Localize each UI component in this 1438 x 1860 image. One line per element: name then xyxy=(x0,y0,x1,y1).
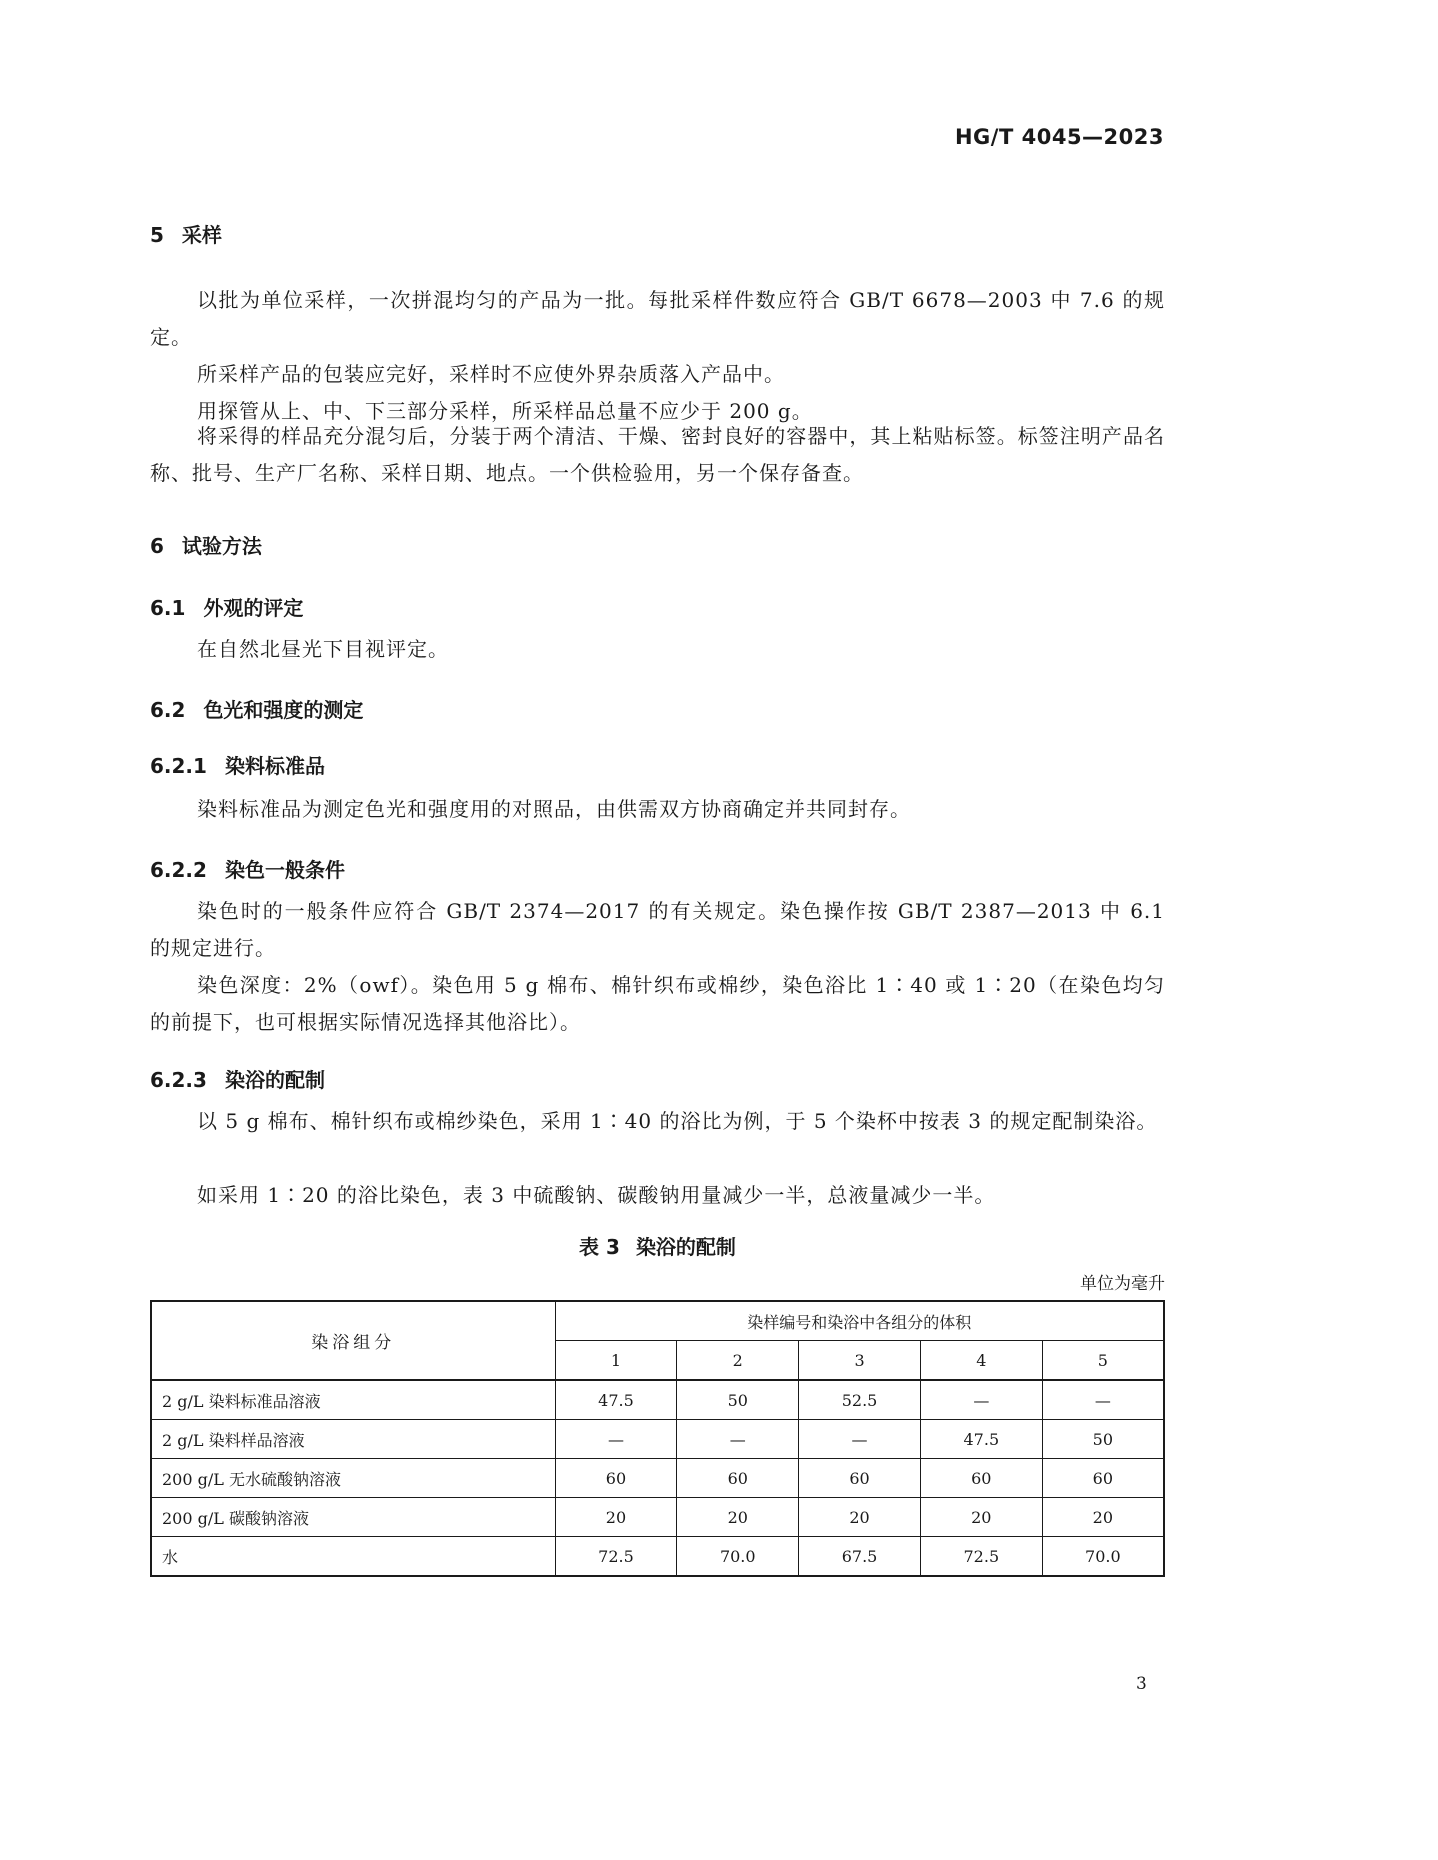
table-cell: — xyxy=(677,1420,799,1459)
sample-number: 1 xyxy=(555,1341,677,1381)
table-cell: — xyxy=(920,1380,1042,1420)
table-cell: 60 xyxy=(1042,1459,1164,1498)
section-heading-6-2-3 xyxy=(150,1064,325,1093)
table-cell: 60 xyxy=(799,1459,921,1498)
section-title: 染色一般条件 xyxy=(224,858,345,882)
table-caption xyxy=(150,1231,1165,1260)
component-name: 2 g/L 染料标准品溶液 xyxy=(151,1380,555,1420)
component-header: 染浴组分 xyxy=(151,1301,555,1380)
section-heading-6-1 xyxy=(150,592,303,621)
table-row xyxy=(151,1537,1164,1577)
table-row xyxy=(151,1380,1164,1420)
table-cell: 47.5 xyxy=(920,1420,1042,1459)
section-number: 6.2.2 xyxy=(150,858,207,882)
section-heading-6 xyxy=(150,530,262,559)
table-cell: — xyxy=(1042,1380,1164,1420)
section-heading-6-2 xyxy=(150,694,363,723)
table-cell: 60 xyxy=(920,1459,1042,1498)
table-cell: 20 xyxy=(799,1498,921,1537)
section-title: 试验方法 xyxy=(181,534,262,558)
group-header: 染样编号和染浴中各组分的体积 xyxy=(555,1301,1164,1341)
table-cell: 20 xyxy=(920,1498,1042,1537)
component-name: 200 g/L 碳酸钠溶液 xyxy=(151,1498,555,1537)
section-number: 6.2.1 xyxy=(150,754,207,778)
table-cell: 70.0 xyxy=(1042,1537,1164,1577)
table-cell: — xyxy=(555,1420,677,1459)
table-cell: 60 xyxy=(677,1459,799,1498)
table-cell: 20 xyxy=(677,1498,799,1537)
section-number: 6.2.3 xyxy=(150,1068,207,1092)
table-cell: 60 xyxy=(555,1459,677,1498)
paragraph: 用探管从上、中、下三部分采样，所采样品总量不应少于 200 g。 xyxy=(197,399,813,423)
table-row xyxy=(151,1420,1164,1459)
table-number: 表 3 xyxy=(579,1235,620,1259)
table-cell: — xyxy=(799,1420,921,1459)
section-heading-5 xyxy=(150,219,222,248)
paragraph: 如采用 1∶20 的浴比染色，表 3 中硫酸钠、碳酸钠用量减少一半，总液量减少一半。 xyxy=(197,1183,996,1207)
sample-number: 2 xyxy=(677,1341,799,1381)
paragraph: 以批为单位采样，一次拼混均匀的产品为一批。每批采样件数应符合 GB/T 6678—2003 中 7.6 的规定。 xyxy=(150,288,1165,349)
table-cell: 70.0 xyxy=(677,1537,799,1577)
component-name: 水 xyxy=(151,1537,555,1577)
section-heading-6-2-2 xyxy=(150,854,345,883)
table-cell: 20 xyxy=(555,1498,677,1537)
section-title: 色光和强度的测定 xyxy=(203,698,364,722)
section-heading-6-2-1 xyxy=(150,750,325,779)
sample-number: 4 xyxy=(920,1341,1042,1381)
table-cell: 20 xyxy=(1042,1498,1164,1537)
dye-bath-table xyxy=(150,1300,1165,1577)
section-title: 染浴的配制 xyxy=(224,1068,325,1092)
table-cell: 67.5 xyxy=(799,1537,921,1577)
section-title: 外观的评定 xyxy=(203,596,304,620)
paragraph: 染料标准品为测定色光和强度用的对照品，由供需双方协商确定并共同封存。 xyxy=(197,797,911,821)
section-title: 染料标准品 xyxy=(224,754,325,778)
table-cell: 72.5 xyxy=(555,1537,677,1577)
table-cell: 72.5 xyxy=(920,1537,1042,1577)
table-unit: 单位为毫升 xyxy=(1080,1274,1165,1294)
table-cell: 52.5 xyxy=(799,1380,921,1420)
page-number: 3 xyxy=(1136,1674,1147,1694)
table-title: 染浴的配制 xyxy=(635,1235,736,1259)
paragraph: 在自然北昼光下目视评定。 xyxy=(197,637,449,661)
table-row xyxy=(151,1459,1164,1498)
sample-number: 3 xyxy=(799,1341,921,1381)
section-number: 6.2 xyxy=(150,698,186,722)
section-number: 6.1 xyxy=(150,596,186,620)
sample-number: 5 xyxy=(1042,1341,1164,1381)
table-cell: 50 xyxy=(1042,1420,1164,1459)
paragraph: 所采样产品的包装应完好，采样时不应使外界杂质落入产品中。 xyxy=(197,362,785,386)
paragraph: 以 5 g 棉布、棉针织布或棉纱染色，采用 1∶40 的浴比为例，于 5 个染杯中按表 3 的规定配制染浴。 xyxy=(197,1109,1158,1133)
table-cell: 47.5 xyxy=(555,1380,677,1420)
table-header-row xyxy=(151,1301,1164,1341)
standard-code: HG/T 4045—2023 xyxy=(954,125,1164,149)
table-row xyxy=(151,1498,1164,1537)
section-number: 6 xyxy=(150,534,164,558)
table-cell: 50 xyxy=(677,1380,799,1420)
component-name: 2 g/L 染料样品溶液 xyxy=(151,1420,555,1459)
paragraph: 将采得的样品充分混匀后，分装于两个清洁、干燥、密封良好的容器中，其上粘贴标签。标签注明产品名称、批号、生产厂名称、采样日期、地点。一个供检验用，另一个保存备查。 xyxy=(150,424,1165,485)
component-name: 200 g/L 无水硫酸钠溶液 xyxy=(151,1459,555,1498)
section-number: 5 xyxy=(150,223,164,247)
paragraph: 染色深度：2%（owf）。染色用 5 g 棉布、棉针织布或棉纱，染色浴比 1∶40 或 1∶20（在染色均匀的前提下，也可根据实际情况选择其他浴比）。 xyxy=(150,973,1165,1034)
paragraph: 染色时的一般条件应符合 GB/T 2374—2017 的有关规定。染色操作按 GB/T 2387—2013 中 6.1 的规定进行。 xyxy=(150,899,1165,960)
section-title: 采样 xyxy=(181,223,222,247)
